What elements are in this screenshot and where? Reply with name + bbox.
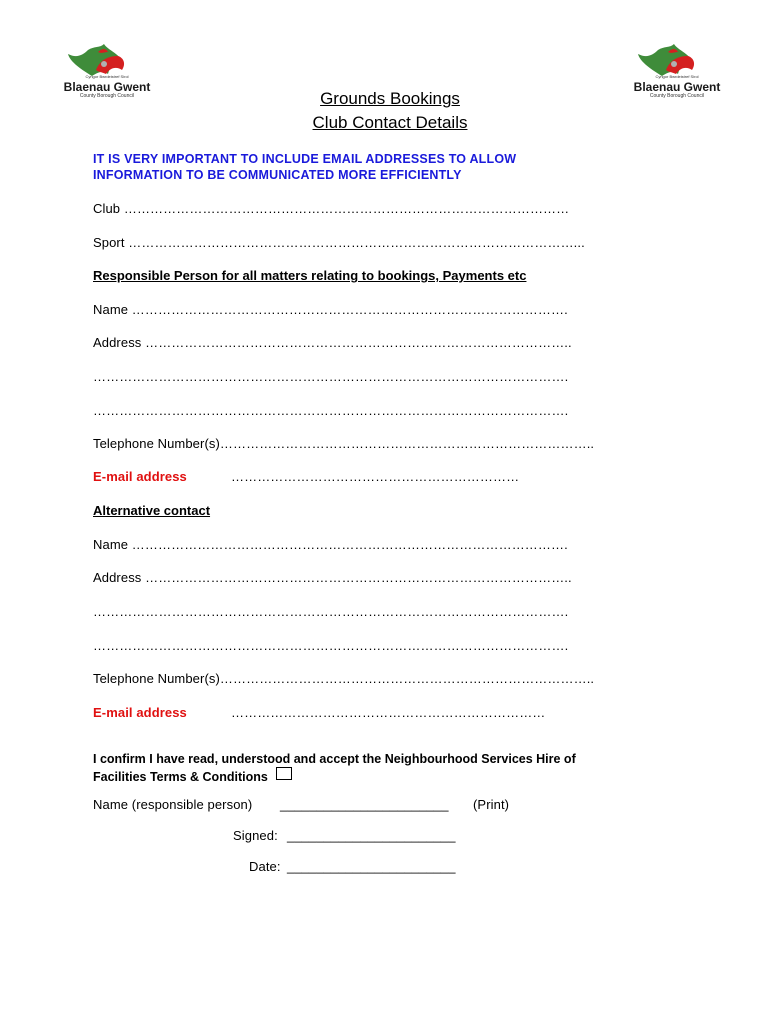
logo-top-text: Cyngor Bwrdeistref Sirol xyxy=(655,74,699,79)
email-warning-line-1: IT IS VERY IMPORTANT TO INCLUDE EMAIL ADDRESSES TO ALLOW xyxy=(93,152,517,166)
club-field[interactable]: Club ………………………………………………………………………………………… xyxy=(93,201,570,216)
responsible-telephone-field[interactable]: Telephone Number(s)………………………………………………………………………….. xyxy=(93,436,595,451)
signed-label: Signed: xyxy=(233,828,278,843)
alternative-address-field[interactable]: Address …………………………………………………………………………………….. xyxy=(93,570,572,585)
date-field[interactable]: _______________________ xyxy=(287,859,456,874)
responsible-email-field[interactable]: ………………………………………………………… xyxy=(231,469,520,484)
alternative-name-field[interactable]: Name ………………………………………………………………………………………. xyxy=(93,537,568,552)
responsible-address-line-3[interactable]: ………………………………………………………………………………………………. xyxy=(93,403,569,418)
responsible-email-label: E-mail address xyxy=(93,469,187,484)
terms-confirmation-line-1: I confirm I have read, understood and accept the Neighbourhood Services Hire of xyxy=(93,752,576,766)
logo-sub-text: County Borough Council xyxy=(79,93,135,99)
alternative-email-label: E-mail address xyxy=(93,705,187,720)
alternative-telephone-field[interactable]: Telephone Number(s)………………………………………………………………………….. xyxy=(93,671,595,686)
logo-name: Blaenau Gwent xyxy=(63,80,151,94)
alternative-email-field[interactable]: ……………………………………………………………… xyxy=(231,705,546,720)
alternative-address-line-3[interactable]: ………………………………………………………………………………………………. xyxy=(93,638,569,653)
sport-field[interactable]: Sport …………………………………………………………………………………………... xyxy=(93,235,585,250)
responsible-name-field[interactable]: Name ………………………………………………………………………………………. xyxy=(93,302,568,317)
page-title: Grounds Bookings xyxy=(320,89,460,108)
terms-confirmation xyxy=(93,751,576,785)
terms-checkbox[interactable] xyxy=(276,767,292,780)
responsible-name-label: Name (responsible person) xyxy=(93,797,253,812)
email-warning-line-2: INFORMATION TO BE COMMUNICATED MORE EFFICIENTLY xyxy=(93,168,462,182)
logo-top-text: Cyngor Bwrdeistref Sirol xyxy=(85,74,129,79)
date-label: Date: xyxy=(249,859,281,874)
alternative-address-line-2[interactable]: ………………………………………………………………………………………………. xyxy=(93,604,569,619)
logo-sub-text: County Borough Council xyxy=(649,93,705,99)
responsible-person-heading: Responsible Person for all matters relating to bookings, Payments etc xyxy=(93,268,527,283)
page-subtitle: Club Contact Details xyxy=(312,113,468,132)
responsible-address-line-2[interactable]: ………………………………………………………………………………………………. xyxy=(93,369,569,384)
responsible-name-print-field[interactable]: _______________________ xyxy=(280,797,449,812)
terms-confirmation-line-2: Facilities Terms & Conditions xyxy=(93,770,268,784)
logo-name: Blaenau Gwent xyxy=(633,80,721,94)
responsible-address-field[interactable]: Address …………………………………………………………………………………….. xyxy=(93,335,572,350)
signed-field[interactable]: _______________________ xyxy=(287,828,456,843)
alternative-contact-heading: Alternative contact xyxy=(93,503,211,518)
print-label: (Print) xyxy=(473,797,510,812)
